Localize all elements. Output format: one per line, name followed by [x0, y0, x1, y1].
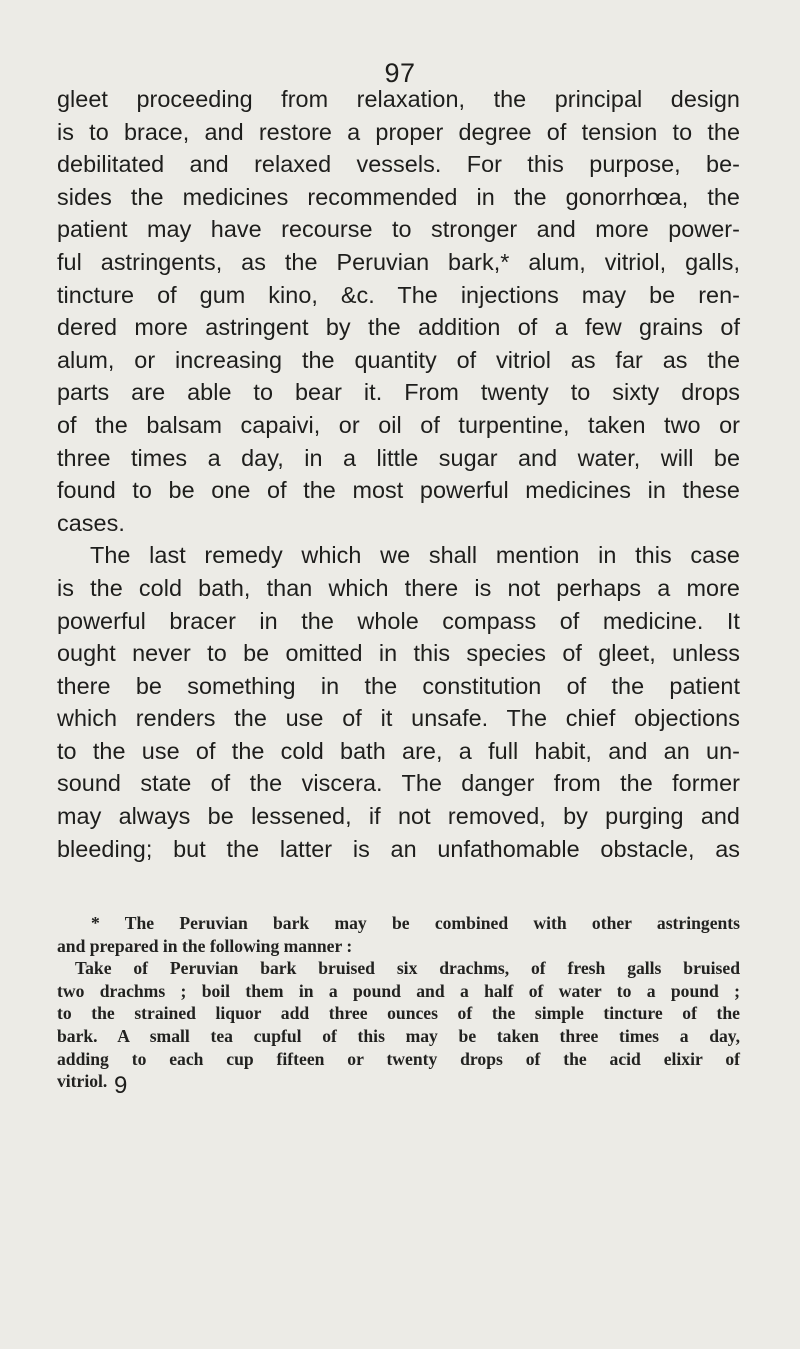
footnote-line: to the strained liquor add three ounces of the simple tincture of the: [57, 1003, 740, 1024]
text-line: alum, or increasing the quantity of vitriol as far as the: [57, 346, 740, 373]
text-line: cases.: [57, 509, 125, 536]
text-line: ought never to be omitted in this species of gleet, unless: [57, 640, 740, 667]
footnote-line: vitriol.: [57, 1071, 108, 1092]
footnote-line: * The Peruvian bark may be combined with other astringents: [91, 913, 740, 933]
text-line: tincture of gum kino, &c. The injections may be ren-: [57, 281, 740, 308]
footnote-line: two drachms ; boil them in a pound and a half of water to a pound ;: [57, 980, 740, 1001]
text-line: bleeding; but the latter is an unfathomable obstacle, as: [57, 835, 740, 862]
text-line: found to be one of the most powerful medicines in these: [57, 477, 740, 504]
page-number: 97: [384, 58, 416, 88]
text-line: debilitated and relaxed vessels. For this purpose, be-: [57, 151, 740, 178]
footnote-line: adding to each cup fifteen or twenty drops of the acid elixir of: [57, 1048, 740, 1069]
footnote-line: Take of Peruvian bark bruised six drachms, of fresh galls bruised: [75, 958, 740, 979]
text-line: dered more astringent by the addition of a few grains of: [57, 314, 740, 341]
text-line: ful astringents, as the Peruvian bark,* alum, vitriol, galls,: [57, 248, 740, 275]
text-line: sound state of the viscera. The danger from the former: [57, 770, 740, 797]
main-text: [57, 83, 740, 865]
text-line: is the cold bath, than which there is not perhaps a more: [57, 574, 740, 601]
text-line: parts are able to bear it. From twenty to sixty drops: [57, 379, 740, 406]
text-line: sides the medicines recommended in the gonorrhœa, the: [57, 183, 740, 210]
footnote-line: bark. A small tea cupful of this may be taken three times a day,: [57, 1025, 740, 1046]
text-line: powerful bracer in the whole compass of medicine. It: [57, 607, 740, 634]
signature-mark: 9: [114, 1072, 128, 1099]
text-line: which renders the use of it unsafe. The chief objections: [57, 705, 740, 732]
text-line: of the balsam capaivi, or oil of turpentine, taken two or: [57, 411, 740, 438]
text-line: to the use of the cold bath are, a full habit, and an un-: [57, 737, 740, 764]
text-line: may always be lessened, if not removed, by purging and: [57, 803, 740, 830]
text-line: there be something in the constitution of the patient: [57, 672, 740, 699]
footnote-line: and prepared in the following manner :: [57, 935, 353, 956]
text-line: three times a day, in a little sugar and water, will be: [57, 444, 740, 471]
text-line: patient may have recourse to stronger and more power-: [57, 216, 740, 243]
footnote: [57, 912, 740, 1093]
text-line: The last remedy which we shall mention in this case: [90, 542, 740, 569]
text-line: is to brace, and restore a proper degree of tension to the: [57, 118, 740, 145]
text-line: gleet proceeding from relaxation, the principal design: [57, 86, 740, 112]
